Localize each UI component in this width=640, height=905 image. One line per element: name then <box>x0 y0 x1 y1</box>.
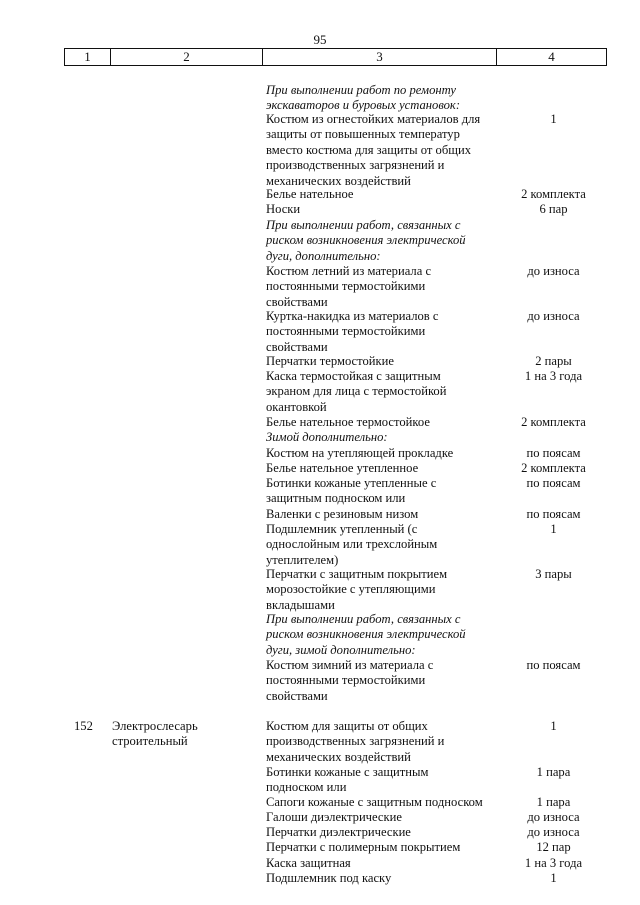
section-heading <box>266 612 506 658</box>
profession-name <box>112 719 262 750</box>
text-line: до износа <box>527 309 580 323</box>
header-col-1: 1 <box>65 49 111 65</box>
text-line: 1 <box>550 719 557 733</box>
item-norm <box>506 871 601 886</box>
item-name <box>266 795 506 810</box>
item-norm <box>506 658 601 673</box>
text-line: Каска термостойкая с защитным <box>266 369 441 383</box>
text-line: 1 <box>550 112 557 126</box>
text-line: вместо костюма для защиты от общих <box>266 142 471 157</box>
text-line: 1 пара <box>536 765 571 779</box>
item-norm <box>506 840 601 855</box>
text-line: Перчатки диэлектрические <box>266 825 411 839</box>
text-line: 2 пары <box>535 354 572 368</box>
section-heading <box>266 218 506 264</box>
text-line: Галоши диэлектрические <box>266 810 402 824</box>
item-norm <box>506 187 601 202</box>
text-line: защитным подноском или <box>266 491 406 506</box>
item-norm <box>506 202 601 217</box>
item-norm <box>506 369 601 384</box>
text-line: Ботинки кожаные с защитным <box>266 765 429 779</box>
text-line: При выполнении работ, связанных с <box>266 218 461 232</box>
text-line: вкладышами <box>266 597 335 612</box>
text-line: При выполнении работ по ремонту <box>266 83 457 97</box>
item-name <box>266 871 506 886</box>
table-header <box>64 48 607 66</box>
text-line: Костюм летний из материала с <box>266 264 432 278</box>
text-line: Белье нательное утепленное <box>266 461 419 475</box>
text-line: Зимой дополнительно: <box>266 430 388 444</box>
item-name <box>266 354 506 369</box>
item-name <box>266 415 506 430</box>
text-line: защиты от повышенных температур <box>266 127 460 142</box>
text-line: Куртка-накидка из материалов с <box>266 309 439 323</box>
item-norm <box>506 264 601 279</box>
text-line: 1 <box>550 522 557 536</box>
item-norm <box>506 765 601 780</box>
text-line: производственных загрязнений и <box>266 734 445 749</box>
text-line: 2 комплекта <box>521 461 586 475</box>
text-line: по поясам <box>526 507 581 521</box>
text-line: Костюм из огнестойких материалов для <box>266 112 481 126</box>
item-name <box>266 446 506 461</box>
text-line: экраном для лица с термостойкой <box>266 384 447 399</box>
text-line: экскаваторов и буровых установок: <box>266 98 461 113</box>
text-line: Перчатки с полимерным покрытием <box>266 840 461 854</box>
text-line: При выполнении работ, связанных с <box>266 612 461 626</box>
text-line: свойствами <box>266 339 328 354</box>
text-line: подноском или <box>266 780 347 795</box>
item-name <box>266 522 506 568</box>
item-norm <box>506 856 601 871</box>
text-line: Валенки с резиновым низом <box>266 507 419 521</box>
text-line: 6 пар <box>539 202 568 216</box>
item-name <box>266 187 506 202</box>
text-line: Костюм зимний из материала с <box>266 658 434 672</box>
text-line: Белье нательное <box>266 187 354 201</box>
text-line: Носки <box>266 202 301 216</box>
text-line: Подшлемник под каску <box>266 871 392 885</box>
item-name <box>266 202 506 217</box>
text-line: 1 на 3 года <box>524 856 583 870</box>
text-line: Электрослесарь <box>112 719 198 733</box>
text-line: постоянными термостойкими <box>266 279 426 294</box>
item-name <box>266 461 506 476</box>
item-norm <box>506 415 601 430</box>
text-line: утеплителем) <box>266 552 339 567</box>
item-norm <box>506 112 601 127</box>
text-line: однослойным или трехслойным <box>266 537 438 552</box>
text-line: 2 комплекта <box>521 187 586 201</box>
item-norm <box>506 476 601 491</box>
item-norm <box>506 719 601 734</box>
item-norm <box>506 309 601 324</box>
item-name <box>266 825 506 840</box>
item-norm <box>506 354 601 369</box>
header-col-3: 3 <box>263 49 497 65</box>
item-name <box>266 476 506 507</box>
text-line: окантовкой <box>266 399 327 414</box>
text-line: дуги, зимой дополнительно: <box>266 642 416 657</box>
text-line: 3 пары <box>535 567 572 581</box>
text-line: до износа <box>527 810 580 824</box>
section-heading <box>266 83 506 114</box>
item-name <box>266 567 506 613</box>
text-line: Подшлемник утепленный (с <box>266 522 418 536</box>
text-line: риском возникновения электрической <box>266 233 466 248</box>
item-name <box>266 507 506 522</box>
item-name <box>266 719 506 765</box>
text-line: до износа <box>527 264 580 278</box>
text-line: риском возникновения электрической <box>266 627 466 642</box>
item-name <box>266 856 506 871</box>
text-line: по поясам <box>526 658 581 672</box>
header-col-2: 2 <box>111 49 263 65</box>
text-line: 1 пара <box>536 795 571 809</box>
item-name <box>266 765 506 796</box>
item-name <box>266 264 506 310</box>
item-name <box>266 658 506 704</box>
text-line: по поясам <box>526 476 581 490</box>
text-line: строительный <box>112 734 188 749</box>
text-line: свойствами <box>266 688 328 703</box>
text-line: 2 комплекта <box>521 415 586 429</box>
text-line: 152 <box>74 719 93 733</box>
text-line: по поясам <box>526 446 581 460</box>
item-norm <box>506 507 601 522</box>
text-line: постоянными термостойкими <box>266 673 426 688</box>
header-col-4: 4 <box>497 49 607 65</box>
text-line: производственных загрязнений и <box>266 158 445 173</box>
text-line: постоянными термостойкими <box>266 324 426 339</box>
item-norm <box>506 446 601 461</box>
text-line: Белье нательное термостойкое <box>266 415 430 429</box>
item-norm <box>506 567 601 582</box>
text-line: Костюм для защиты от общих <box>266 719 428 733</box>
item-norm <box>506 810 601 825</box>
row-number <box>74 719 104 734</box>
text-line: механических воздействий <box>266 173 411 188</box>
item-name <box>266 112 506 189</box>
text-line: Костюм на утепляющей прокладке <box>266 446 454 460</box>
text-line: свойствами <box>266 294 328 309</box>
item-name <box>266 810 506 825</box>
text-line: дуги, дополнительно: <box>266 248 381 263</box>
text-line: Перчатки термостойкие <box>266 354 394 368</box>
text-line: до износа <box>527 825 580 839</box>
page-number: 95 <box>313 32 327 47</box>
section-heading <box>266 430 506 445</box>
item-norm <box>506 522 601 537</box>
text-line: Сапоги кожаные с защитным подноском <box>266 795 483 809</box>
text-line: Ботинки кожаные утепленные с <box>266 476 437 490</box>
item-norm <box>506 461 601 476</box>
text-line: механических воздействий <box>266 749 411 764</box>
item-name <box>266 840 506 855</box>
text-line: 1 <box>550 871 557 885</box>
text-line: 12 пар <box>536 840 571 854</box>
item-norm <box>506 825 601 840</box>
text-line: Перчатки с защитным покрытием <box>266 567 448 581</box>
text-line: Каска защитная <box>266 856 351 870</box>
item-norm <box>506 795 601 810</box>
item-name <box>266 309 506 355</box>
item-name <box>266 369 506 415</box>
text-line: 1 на 3 года <box>524 369 583 383</box>
text-line: морозостойкие с утепляющими <box>266 582 436 597</box>
